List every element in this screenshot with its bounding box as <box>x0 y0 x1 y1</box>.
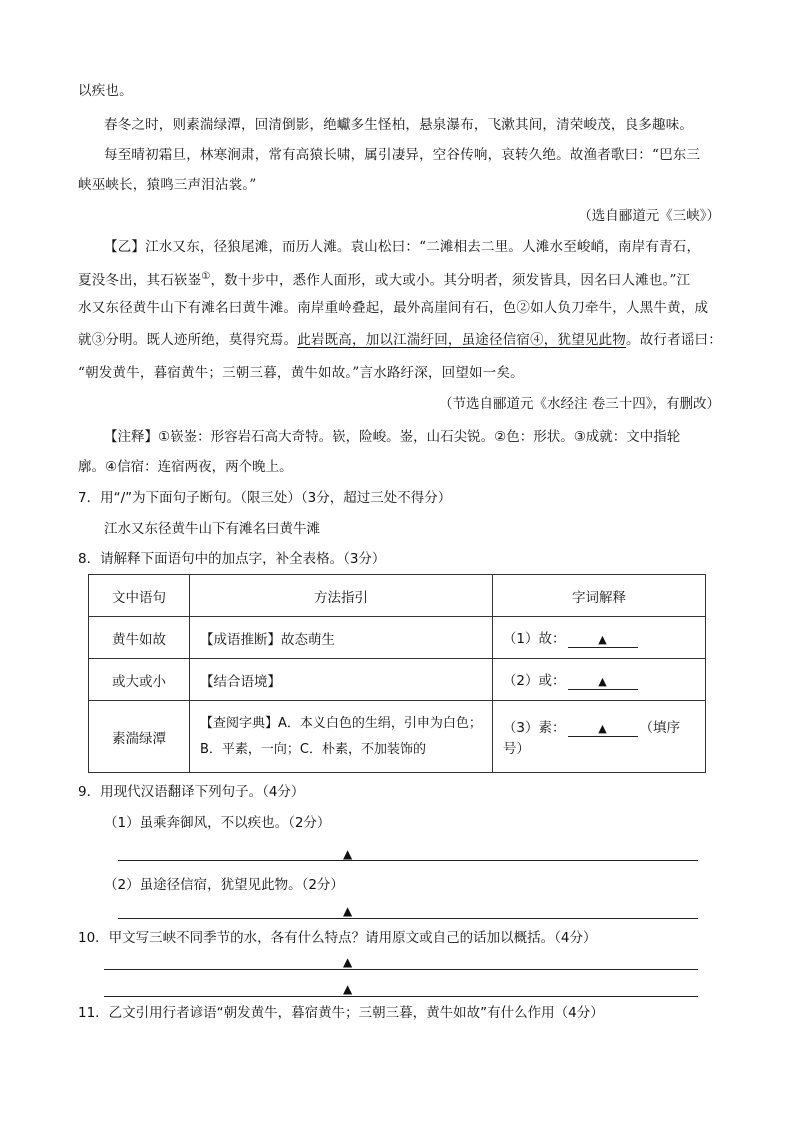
row2-phrase: 或大或小 <box>89 659 190 701</box>
row2-answer <box>492 659 705 701</box>
passage-a-para2: 春冬之时，则素湍绿潭，回清倒影，绝巘多生怪柏，悬泉瀑布，飞漱其间，清荣峻茂，良多趣味。 <box>104 117 694 133</box>
question-8-stem: 8．请解释下面语句中的加点字，补全表格。（3分） <box>78 551 386 567</box>
passage-b-line1: 【乙】江水又东，径狼尾滩，而历人滩。袁山松曰：“二滩相去二里。人滩水至峻峭，南岸有青石， <box>104 239 701 255</box>
passage-a-line1: 以疾也。 <box>78 83 133 99</box>
question-7-stem: 7．用“/”为下面句子断句。（限三处）（3分，超过三处不得分） <box>78 490 452 506</box>
passage-a-para3-line1: 每至晴初霜旦，林寒涧肃，常有高猿长啸，属引凄异，空谷传响，哀转久绝。故渔者歌曰：“巴东三 <box>104 147 701 163</box>
header-answer: 字词解释 <box>492 575 705 617</box>
row3-method-line1: 【查阅字典】A．本义白色的生绢，引申为白色； <box>200 715 482 731</box>
answer-line-9-2[interactable] <box>118 918 698 919</box>
underlined-sentence: 此岩既高，加以江湍纡回，虽途径信宿④，犹望见此物 <box>297 332 627 348</box>
table-row <box>89 659 706 701</box>
row2-answer-label: （2）或： <box>502 673 566 689</box>
passage-a-source: （选自郦道元《三峡》） <box>578 208 720 224</box>
note-mark-1: ① <box>201 271 211 282</box>
header-method: 方法指引 <box>190 575 493 617</box>
passage-b-line3: 水又东径黄牛山下有滩名曰黄牛滩。南岸重岭叠起，最外高崖间有石，色②如人负刀牵牛，人黑牛黄，成 <box>78 300 709 316</box>
notes-line2: 廓。④信宿：连宿两夜，两个晚上。 <box>78 459 293 475</box>
row1-method: 【成语推断】故态萌生 <box>190 617 493 659</box>
row1-answer <box>492 617 705 659</box>
passage-b-line4-end: 。故行者谣曰： <box>626 332 722 348</box>
answer-line-9-1[interactable] <box>118 860 698 861</box>
row1-phrase: 黄牛如故 <box>89 617 190 659</box>
passage-b-line4 <box>78 331 722 349</box>
answer-line-10-2[interactable] <box>104 996 698 997</box>
answer-marker: ▲ <box>343 847 353 861</box>
answer-line-10-1[interactable] <box>104 969 698 970</box>
row2-method: 【结合语境】 <box>190 659 493 701</box>
passage-b-line2-start: 夏没冬出，其石嵚崟 <box>78 272 202 289</box>
answer-marker: ▲ <box>343 955 353 969</box>
answer-blank-1[interactable]: ▲ <box>568 633 638 648</box>
question-11-stem: 11．乙文引用行者谚语“朝发黄牛，暮宿黄牛；三朝三暮，黄牛如故”有什么作用（4分） <box>78 1005 604 1021</box>
passage-b-source: （节选自郦道元《水经注 卷三十四》，有删改） <box>438 396 720 412</box>
question-10-stem: 10．甲文写三峡不同季节的水，各有什么特点？请用原文或自己的话加以概括。（4分） <box>78 930 597 946</box>
table-row <box>89 701 706 773</box>
passage-b-line2-end: ，数十步中，悉作人面形，或大或小。其分明者，须发皆具，因名曰人滩也。”江 <box>210 272 691 289</box>
question-9-sub2: （2）虽途径信宿，犹望见此物。（2分） <box>104 877 344 893</box>
answer-blank-3[interactable]: ▲ <box>568 722 638 737</box>
row3-answer-hint: （填序号） <box>502 720 680 757</box>
question-9-stem: 9．用现代汉语翻译下列句子。（4分） <box>78 784 305 800</box>
answer-blank-2[interactable]: ▲ <box>568 675 638 690</box>
table-header-row <box>89 575 706 617</box>
passage-b-line4-start: 就③分明。既人迹所绝，莫得究焉。 <box>78 332 298 348</box>
question-9-sub1: （1）虽乘奔御风，不以疾也。（2分） <box>104 815 331 831</box>
row1-answer-label: （1）故： <box>502 631 566 647</box>
answer-marker: ▲ <box>343 982 353 996</box>
row3-method <box>190 701 493 773</box>
row3-answer-label: （3）素： <box>502 720 566 736</box>
passage-a-para3-line2: 峡巫峡长，猿鸣三声泪沾裳。” <box>78 177 257 193</box>
row3-phrase: 素湍绿潭 <box>89 701 190 773</box>
row3-method-line2: B．平素，一向；C．朴素，不加装饰的 <box>200 741 426 757</box>
passage-b-line5: “朝发黄牛，暮宿黄牛；三朝三暮，黄牛如故。”言水路纡深，回望如一矣。 <box>78 365 524 381</box>
table-row <box>89 617 706 659</box>
answer-marker: ▲ <box>343 904 353 918</box>
question-7-sentence: 江水又东径黄牛山下有滩名曰黄牛滩 <box>104 521 320 537</box>
passage-b-line2 <box>78 268 690 290</box>
row3-answer <box>492 701 705 773</box>
header-phrase: 文中语句 <box>89 575 190 617</box>
vocabulary-table <box>88 574 706 773</box>
notes-line1: 【注释】①嵚崟：形容岩石高大奇特。嵚，险峻。崟，山石尖锐。②色：形状。③成就：文中指轮 <box>104 429 681 445</box>
